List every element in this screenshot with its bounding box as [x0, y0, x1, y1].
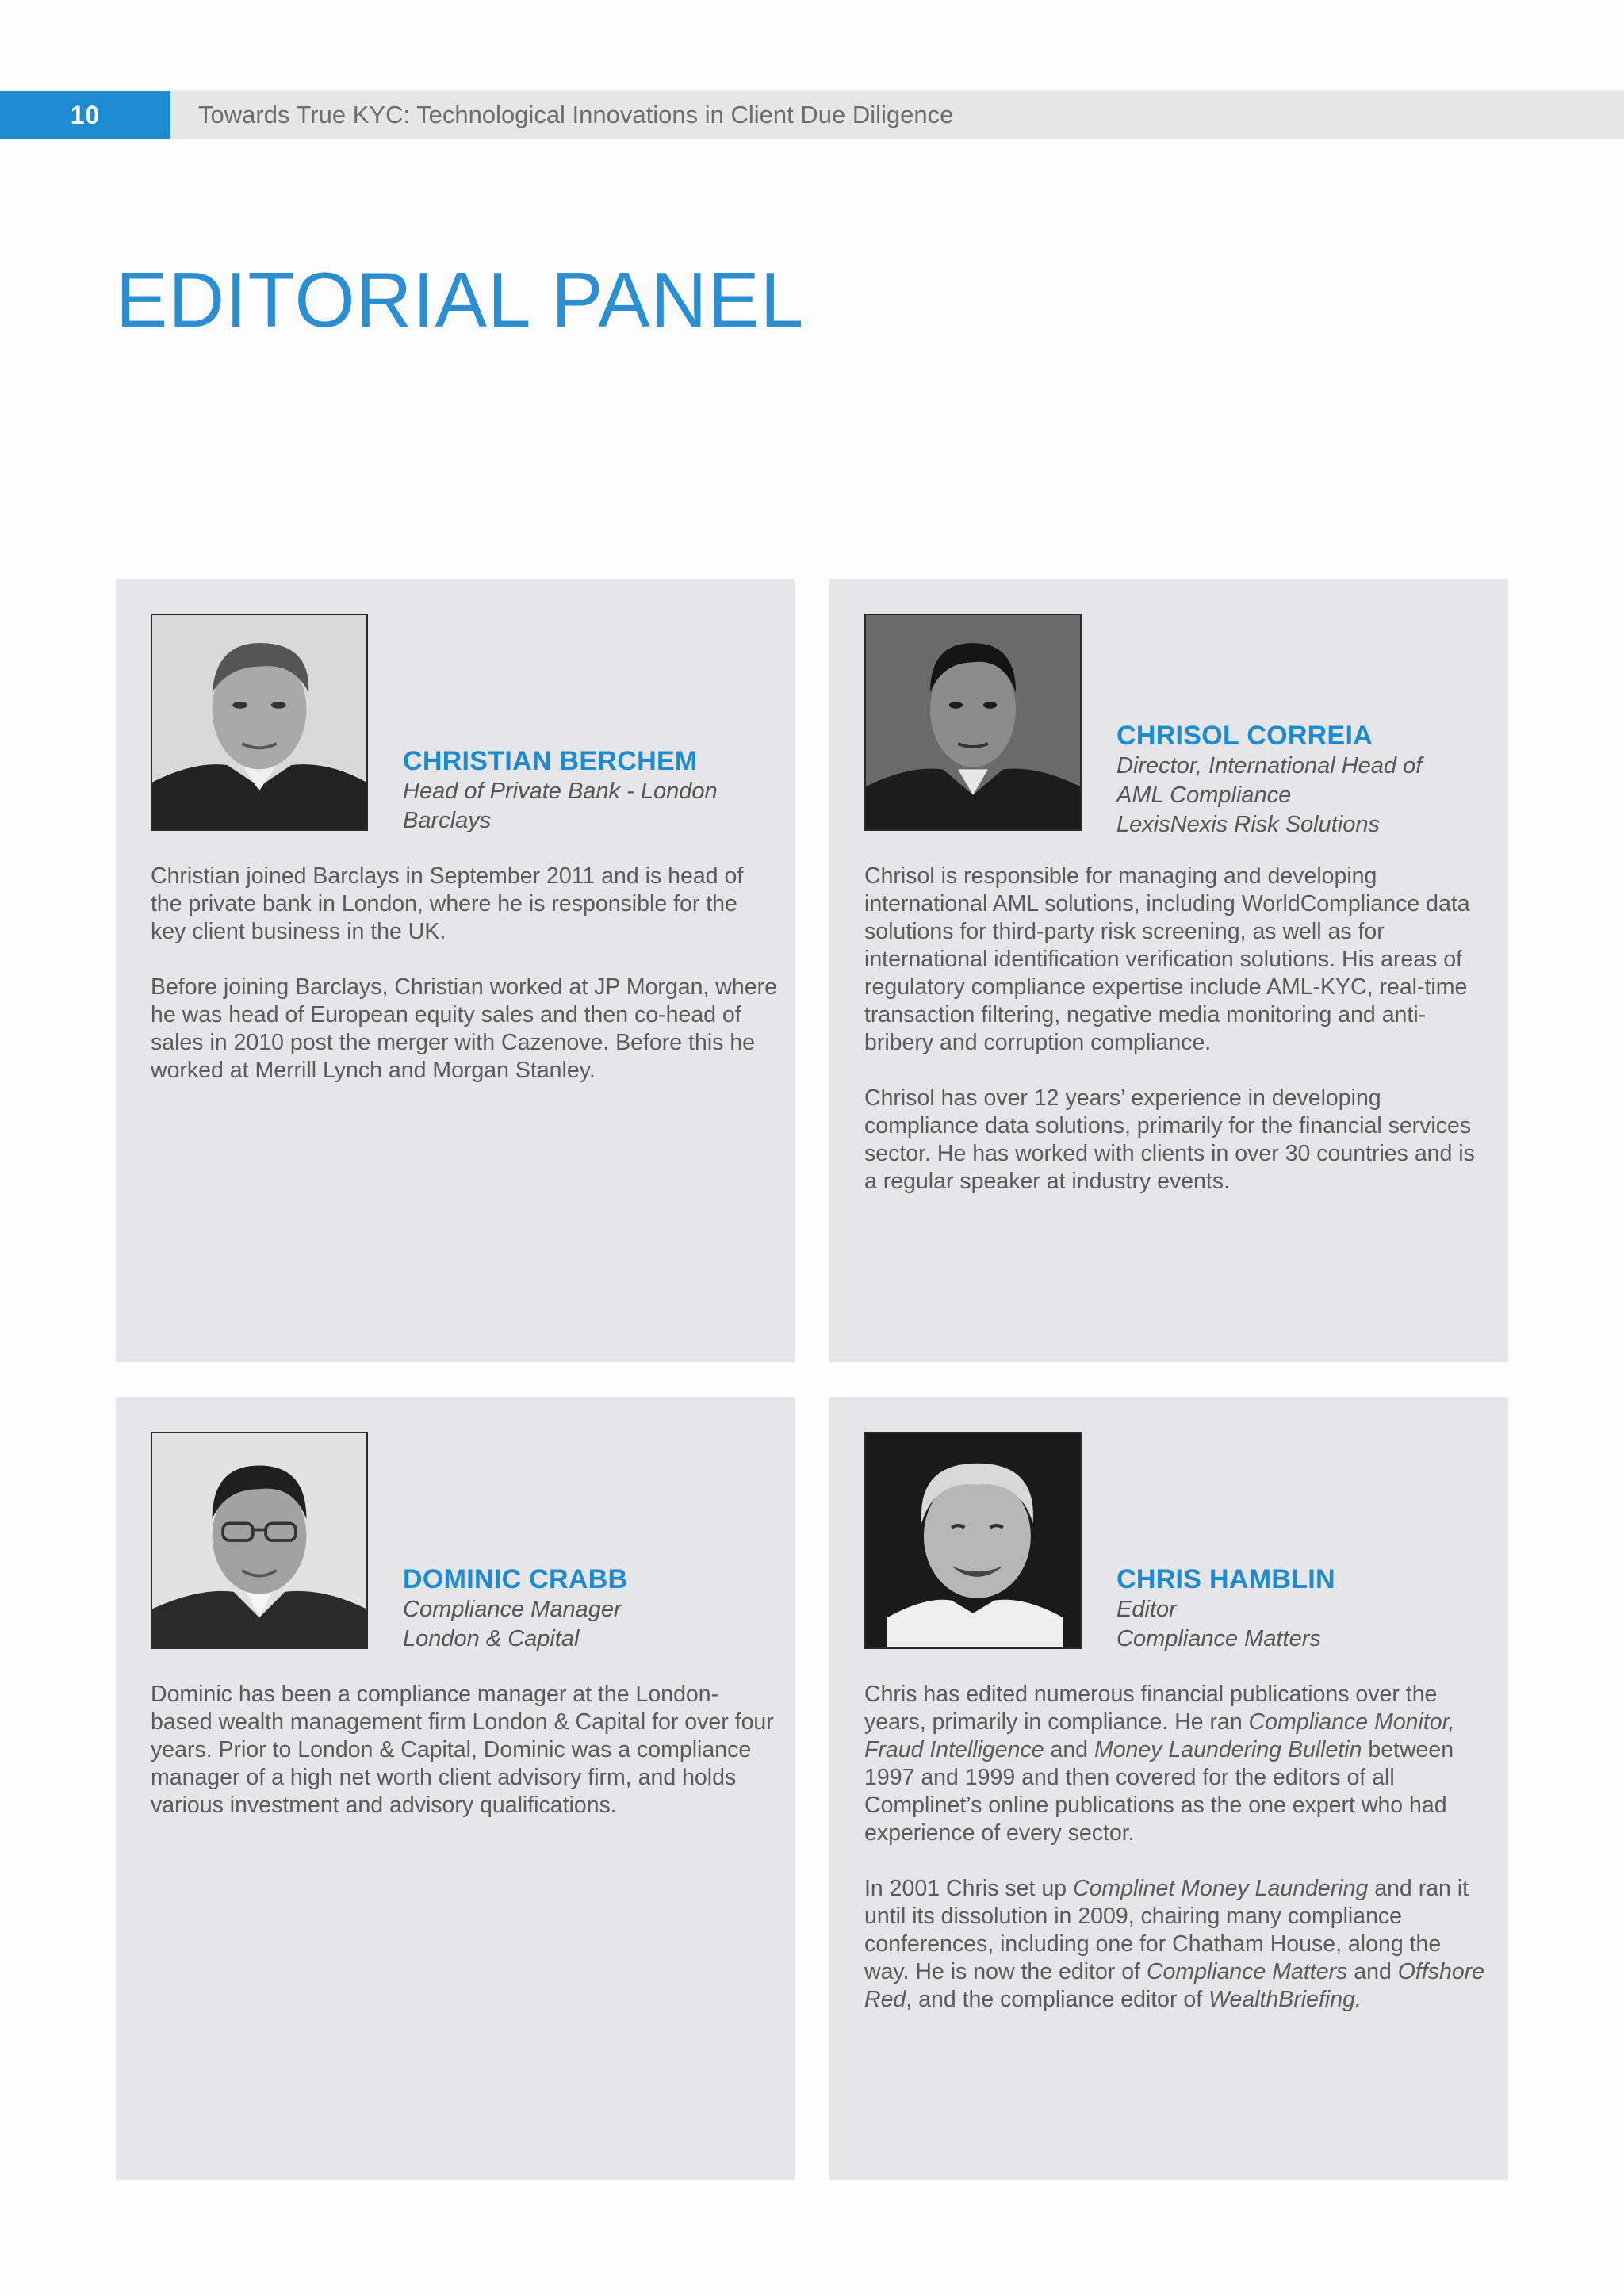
panel-card — [829, 1397, 1508, 2180]
member-identity — [403, 745, 776, 836]
publication-title: Complinet Money Laundering — [1073, 1876, 1369, 1901]
bio-text: Before joining Barclays, Christian worked at JP Morgan, where he was head of European equity sales and then co-head of sales in 2010 post the merger with Cazenove. Before this he worked at Merrill Lynch and Morgan Stanley. — [151, 974, 777, 1083]
publication-title: Money Laundering Bulletin — [1094, 1737, 1362, 1762]
bio-paragraph — [864, 1681, 1491, 1847]
bio-paragraph — [864, 1085, 1491, 1196]
member-role-line: Director, International Head of — [1116, 753, 1423, 779]
member-bio — [151, 1681, 777, 1847]
member-role-line: Compliance Manager — [403, 1597, 622, 1622]
bio-paragraph — [151, 974, 777, 1085]
running-title: Towards True KYC: Technological Innovations in Client Due Diligence — [198, 101, 954, 128]
member-name: CHRIS HAMBLIN — [1116, 1564, 1335, 1594]
portrait-photo — [151, 1432, 368, 1649]
page-title: EDITORIAL PANEL — [116, 256, 805, 343]
member-identity — [1116, 1563, 1489, 1654]
bio-text: Chris has edited numerous financial publications over the years, primarily in compliance. He ran — [864, 1682, 1438, 1735]
bio-text: , and the compliance editor of — [906, 1987, 1209, 2012]
bio-paragraph — [864, 863, 1491, 1057]
publication-title: WealthBriefing. — [1208, 1987, 1362, 2012]
bio-text: Dominic has been a compliance manager at the London-based wealth management firm London & Capital for over four years. Prior to London & Capital, Dominic was a compliance manager of a high net worth client advisory firm, and holds various investment and advisory qualifications. — [151, 1682, 774, 1818]
member-role-line: Editor — [1116, 1597, 1177, 1622]
member-bio — [864, 1681, 1491, 2042]
member-identity — [1116, 720, 1489, 840]
publication-title: Offshore Red — [864, 1959, 1485, 2012]
panel-card — [829, 579, 1508, 1362]
member-organisation: Barclays — [403, 808, 492, 833]
member-bio — [864, 863, 1491, 1223]
member-organisation: London & Capital — [403, 1626, 580, 1651]
bio-paragraph — [151, 863, 777, 946]
publication-title: Compliance Matters — [1146, 1959, 1348, 1984]
member-organisation: LexisNexis Risk Solutions — [1116, 812, 1381, 837]
panel-card — [116, 579, 795, 1362]
bio-text: Chrisol is responsible for managing and developing international AML solutions, including WorldCompliance data solutions for third-party risk screening, as well as for international identification verification solutions. His areas of regulatory compliance expertise include AML-KYC, real-time transaction filtering, negative media monitoring and anti-bribery and corruption compliance. — [864, 863, 1470, 1055]
member-bio — [151, 863, 777, 1112]
bio-text: and ran it until its dissolution in 2009, chairing many compliance conferences, including one for Chatham House, along the way. He is now the editor of — [864, 1876, 1469, 1984]
bio-paragraph — [864, 1875, 1491, 2014]
bio-text: Chrisol has over 12 years’ experience in developing compliance data solutions, primarily for the financial services sector. He has worked with clients in over 30 countries and is a regular speaker at industry events. — [864, 1085, 1475, 1194]
portrait-photo — [151, 614, 368, 831]
member-identity — [403, 1563, 776, 1654]
bio-text: and — [1044, 1737, 1094, 1762]
member-name: CHRISOL CORREIA — [1116, 721, 1373, 751]
publication-title: Compliance Monitor, Fraud Intelligence — [864, 1709, 1455, 1762]
portrait-photo — [864, 1432, 1082, 1649]
bio-text: and — [1347, 1959, 1398, 1984]
member-role-line: Head of Private Bank - London — [403, 779, 718, 804]
page-number: 10 — [0, 91, 170, 139]
bio-paragraph — [151, 1681, 777, 1820]
member-role-line: AML Compliance — [1116, 783, 1292, 808]
bio-text: between 1997 and 1999 and then covered for the editors of all Complinet’s online publications as the one expert who had experience of every sector. — [864, 1737, 1454, 1846]
member-name: CHRISTIAN BERCHEM — [403, 746, 698, 776]
bio-text: Christian joined Barclays in September 2011 and is head of the private bank in London, where he is responsible for the key client business in the UK. — [151, 863, 744, 944]
portrait-photo — [864, 614, 1082, 831]
bio-text: In 2001 Chris set up — [864, 1876, 1073, 1901]
member-organisation: Compliance Matters — [1116, 1626, 1321, 1651]
panel-card — [116, 1397, 795, 2180]
member-name: DOMINIC CRABB — [403, 1564, 628, 1594]
